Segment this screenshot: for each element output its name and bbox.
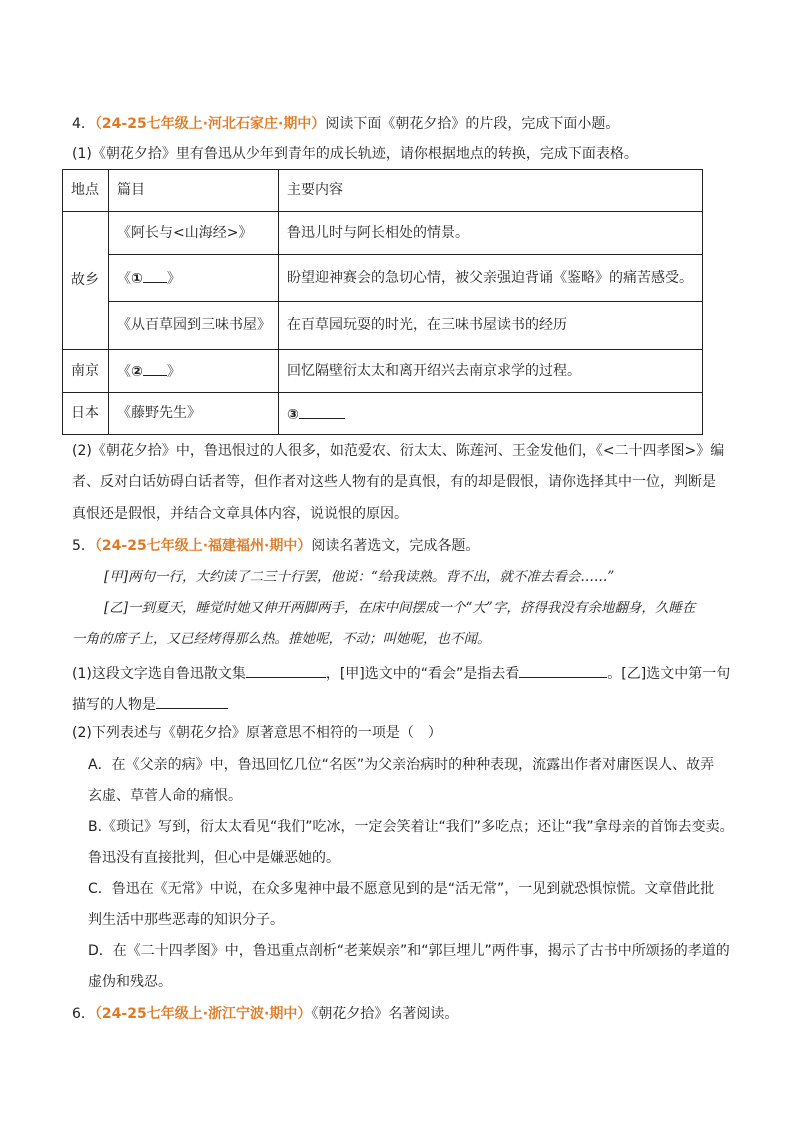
q5-source: （24-25七年级上·福建福州·期中） bbox=[94, 538, 312, 554]
growth-table bbox=[62, 169, 703, 435]
header-content: 主要内容 bbox=[279, 170, 703, 212]
table-row bbox=[63, 350, 703, 393]
table-row bbox=[63, 302, 703, 350]
answer-blank-2[interactable] bbox=[143, 361, 167, 376]
q6-intro: 《朝花夕拾》名著阅读。 bbox=[311, 1006, 459, 1022]
excerpt-jia: [甲]两句一行，大约读了二三十行罢，他说：“给我读熟。背不出，就不准去看会……” bbox=[104, 569, 615, 585]
answer-blank-1[interactable] bbox=[143, 268, 167, 283]
q6-source: （24-25七年级上·浙江宁波·期中） bbox=[94, 1006, 312, 1022]
answer-blank-character[interactable] bbox=[156, 694, 228, 709]
table-row bbox=[63, 393, 703, 435]
option-c-line1: C．鲁迅在《无常》中说，在众多鬼神中最不愿意见到的是“活无常”，一见到就恐惧惊慌。文章借此批 bbox=[88, 881, 715, 897]
q6-header bbox=[72, 1006, 458, 1023]
row3-content: 在百草园玩耍的时光，在三味书屋读书的经历 bbox=[279, 302, 703, 350]
q5-header bbox=[72, 538, 479, 555]
answer-blank-event[interactable] bbox=[519, 663, 607, 678]
q5-sub1-line1: (1)这段文字选自鲁迅散文集 ，[甲]选文中的“看会”是指去看 。[乙]选文中第一句 bbox=[72, 663, 730, 683]
row4-title: 《② 》 bbox=[109, 350, 279, 393]
row1-title: 《阿长与<山海经>》 bbox=[109, 212, 279, 255]
option-a-line1: A．在《父亲的病》中，鲁迅回忆几位“名医”为父亲治病时的种种表现，流露出作者对庸医误人、故弄 bbox=[88, 757, 715, 773]
q4-source: （24-25七年级上·河北石家庄·期中） bbox=[94, 116, 326, 132]
q4-sub2-line3: 真恨还是假恨，并结合文章具体内容，说说恨的原因。 bbox=[72, 506, 408, 522]
q5-sub1-line2: 描写的人物是 bbox=[72, 694, 228, 714]
q4-sub1: (1)《朝花夕拾》里有鲁迅从少年到青年的成长轨迹，请你根据地点的转换，完成下面表格。 bbox=[72, 146, 638, 162]
row1-content: 鲁迅儿时与阿长相处的情景。 bbox=[279, 212, 703, 255]
header-place: 地点 bbox=[63, 170, 109, 212]
place-japan: 日本 bbox=[63, 393, 109, 435]
table-row bbox=[63, 255, 703, 302]
header-title: 篇目 bbox=[109, 170, 279, 212]
q4-sub2-line2: 者、反对白话妨碍白话者等，但作者对这些人物有的是真恨，有的却是假恨，请你选择其中一位，判断是 bbox=[72, 474, 716, 490]
row5-content bbox=[279, 393, 703, 435]
option-b-line1: B.《琐记》写到，衍太太看见“我们”吃冰，一定会笑着让“我们”多吃点；还让“我”拿母亲的首饰去变卖。 bbox=[88, 819, 734, 835]
blank-marker-2: ② bbox=[131, 364, 143, 381]
row3-title: 《从百草园到三味书屋》 bbox=[109, 302, 279, 350]
table-header-row bbox=[63, 170, 703, 212]
q4-number: 4． bbox=[72, 116, 95, 132]
option-d-line2: 虚伪和残忍。 bbox=[88, 974, 172, 990]
q5-number: 5． bbox=[72, 538, 95, 554]
answer-blank-3[interactable] bbox=[299, 404, 345, 419]
answer-blank-collection[interactable] bbox=[246, 663, 326, 678]
q6-number: 6． bbox=[72, 1006, 95, 1022]
place-nanjing: 南京 bbox=[63, 350, 109, 393]
q5-sub2: (2)下列表述与《朝花夕拾》原著意思不相符的一项是（ ） bbox=[72, 725, 442, 741]
row2-title: 《① 》 bbox=[109, 255, 279, 302]
q4-sub2-line1: (2)《朝花夕拾》中，鲁迅恨过的人很多，如范爱农、衍太太、陈莲河、王金发他们，《<二十四孝图>》编 bbox=[72, 443, 725, 459]
option-a-line2: 玄虚、草菅人命的痛恨。 bbox=[88, 788, 242, 804]
blank-marker-1: ① bbox=[131, 271, 143, 288]
option-b-line2: 鲁迅没有直接批判，但心中是嫌恶她的。 bbox=[88, 850, 340, 866]
row5-title: 《藤野先生》 bbox=[109, 393, 279, 435]
option-d-line1: D．在《二十四孝图》中，鲁迅重点剖析“老莱娱亲”和“郭巨埋儿”两件事，揭示了古书中所颂扬的孝道的 bbox=[88, 943, 730, 959]
row4-content: 回忆隔壁衍太太和离开绍兴去南京求学的过程。 bbox=[279, 350, 703, 393]
row2-content: 盼望迎神赛会的急切心情，被父亲强迫背诵《鉴略》的痛苦感受。 bbox=[279, 255, 703, 302]
option-c-line2: 判生活中那些恶毒的知识分子。 bbox=[88, 912, 284, 928]
blank-marker-3: ③ bbox=[287, 406, 299, 423]
excerpt-yi-line2: 一角的席子上，又已经烤得那么热。推她呢，不动；叫她呢，也不闻。 bbox=[72, 631, 491, 647]
q4-header bbox=[72, 116, 619, 133]
excerpt-yi-line1: [乙]一到夏天，睡觉时她又伸开两脚两手，在床中间摆成一个“大”字，挤得我没有余地翻身，久睡在 bbox=[104, 600, 696, 616]
q4-intro: 阅读下面《朝花夕拾》的片段，完成下面小题。 bbox=[325, 116, 620, 132]
q5-intro: 阅读名著选文，完成各题。 bbox=[311, 538, 480, 554]
table-row bbox=[63, 212, 703, 255]
place-hometown: 故乡 bbox=[63, 212, 109, 350]
